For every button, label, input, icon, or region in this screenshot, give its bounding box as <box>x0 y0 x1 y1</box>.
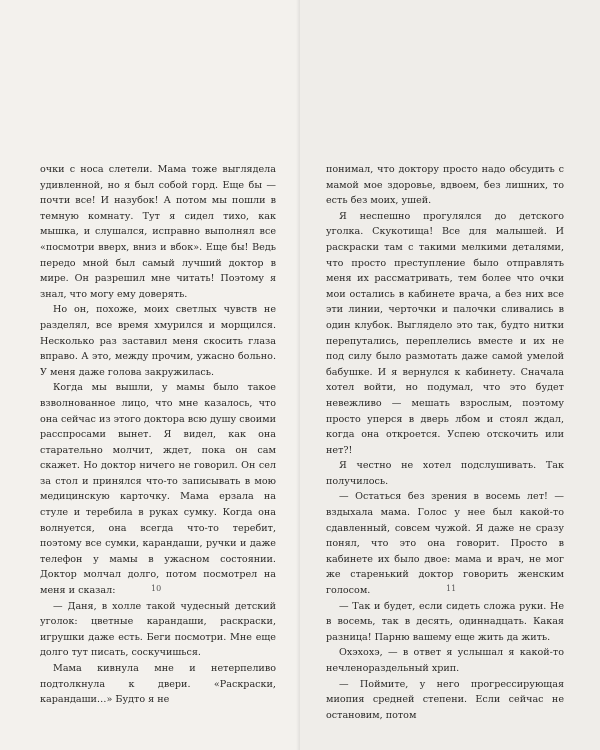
paragraph: — Остаться без зрения в восемь лет! — вздыхала мама. Голос у нее был какой-то сдавленный, совсем чужой. Я даже не сразу понял, что это она говорит. Просто в кабинете их было двое: мама и врач, не мог же старенький доктор говорить женским голосом. <box>326 491 564 597</box>
paragraph: Когда мы вышли, у мамы было такое взволнованное лицо, что мне казалось, что она сейчас из этого доктора всю душу своими расспросами вынет. Я видел, как она старательно молчит, ждет, пока он сам скажет. Но доктор ничего не говорил. Он сел за стол и принялся что-то записывать в мою медицинскую карточку. Мама ерзала на стуле и теребила в руках сумку. Когда она волнуется, она всегда что-то теребит, поэтому все сумки, карандаши, ручки и даже телефон у мамы в ужасном состоянии. Доктор молчал долго, потом посмотрел на меня и сказал: <box>40 382 276 597</box>
paragraph: — Так и будет, если сидеть сложа руки. Не в восемь, так в десять, одиннадцать. Какая разница! Парню вашему еще жить да жить. <box>326 600 564 643</box>
paragraph: Я честно не хотел подслушивать. Так получилось. <box>326 460 564 487</box>
left-page-text <box>40 162 276 708</box>
paragraph: — Даня, в холле такой чудесный детский уголок: цветные карандаши, раскраски, игрушки даже есть. Беги посмотри. Мне еще долго тут писать, соскучишься. <box>40 600 276 659</box>
page-number: 10 <box>151 584 162 593</box>
paragraph: Но он, похоже, моих светлых чувств не разделял, все время хмурился и морщился. Несколько раз заставил меня скосить глаза вправо. А это, между прочим, ужасно больно. У меня даже голова закружилась. <box>40 304 276 378</box>
paragraph: Охэхохэ, — в ответ я услышал я какой-то нечленораздельный хрип. <box>326 647 564 674</box>
paragraph: — Поймите, у него прогрессирующая миопия средней степени. Если сейчас не остановим, потом <box>326 678 564 721</box>
paragraph: Мама кивнула мне и нетерпеливо подтолкнула к двери. «Раскраски, карандаши…» Будто я не <box>40 663 276 706</box>
right-page-text <box>326 162 564 723</box>
page-number: 11 <box>446 584 457 593</box>
paragraph: Я неспешно прогулялся до детского уголка. Скукотища! Все для малышей. И раскраски там с такими мелкими деталями, что просто преступление было отправлять меня их рассматривать, тем более что очки мои остались в кабинете врача, а без них все эти линии, черточки и палочки сливались в один клубок. Выглядело это так, будто нитки перепутались, переплелись вместе и их не под силу было размотать даже самой умелой бабушке. И я вернулся к кабинету. Сначала хотел войти, но подумал, что это будет невежливо — мешать взрослым, поэтому просто уперся в дверь лбом и стоял ждал, когда она откроется. Успею отскочить или нет?! <box>326 210 564 456</box>
right-page <box>300 0 600 750</box>
paragraph: очки с носа слетели. Мама тоже выглядела удивленной, но я был собой горд. Еще бы — почти все! И назубок! А потом мы пошли в темную комнату. Тут я сидел тихо, как мышка, и слушался, исправно выполнял все «посмотри вверх, вниз и вбок». Еще бы! Ведь передо мной был самый лучший доктор в мире. Он разрешил мне читать! Поэтому я знал, что могу ему доверять. <box>40 164 276 300</box>
paragraph: понимал, что доктору просто надо обсудить с мамой мое здоровье, вдвоем, без лишних, то есть без моих, ушей. <box>326 164 564 207</box>
